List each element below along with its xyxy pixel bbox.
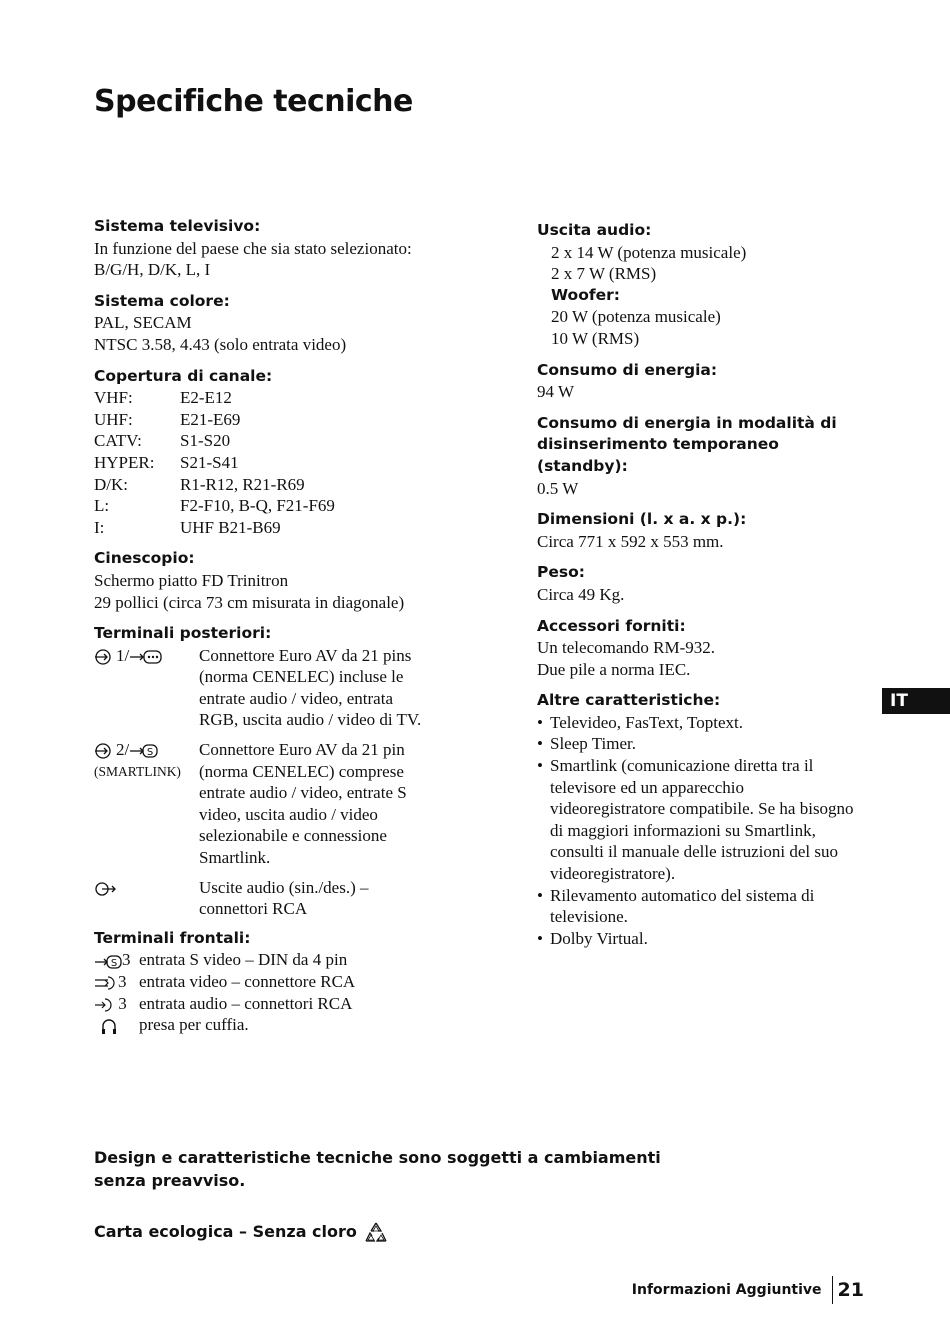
channel-coverage-section (94, 366, 484, 539)
page-title: Specifiche tecniche (94, 84, 413, 119)
list-item: • Dolby Virtual. (537, 928, 857, 950)
spec-line: B/G/H, D/K, L, I (94, 260, 211, 280)
channel-row (94, 387, 484, 409)
spec-line: Un telecomando RM-932. (537, 638, 715, 658)
front-terminal-row (94, 993, 484, 1015)
spec-line: PAL, SECAM (94, 313, 192, 333)
color-system-section (94, 291, 484, 356)
channel-row (94, 474, 484, 496)
band-label: D/K: (94, 474, 128, 494)
page-footer (632, 1276, 864, 1304)
section-heading: Dimensioni (l. x a. x p.): (537, 510, 747, 529)
section-heading: Uscita audio: (537, 221, 652, 239)
section-heading: (standby): (537, 456, 628, 475)
spec-line: (norma CENELEC) incluse le (199, 667, 404, 687)
scart-input-icon (94, 743, 116, 759)
spec-line: Connettore Euro AV da 21 pin (199, 740, 405, 760)
woofer-heading: Woofer: (551, 285, 620, 304)
band-range: R1-R12, R21-R69 (180, 474, 305, 494)
left-column (94, 216, 484, 1046)
terminal-description: presa per cuffia. (139, 1015, 249, 1035)
section-heading: Terminali frontali: (94, 928, 251, 947)
list-item: • Sleep Timer. (537, 733, 857, 755)
band-range: E21-E69 (180, 409, 241, 429)
svg-text:S: S (147, 747, 154, 759)
terminal-description (199, 739, 484, 869)
spec-line: 10 W (RMS) (551, 328, 640, 348)
band-label: UHF: (94, 409, 133, 429)
spec-line: Smartlink. (199, 848, 271, 868)
section-heading: Consumo di energia: (537, 360, 718, 379)
channel-row (94, 517, 484, 539)
spec-line: 94 W (537, 382, 574, 402)
page-number: 21 (837, 1279, 864, 1301)
section-heading: Peso: (537, 563, 585, 582)
eco-paper-note (94, 1219, 389, 1245)
band-label: L: (94, 496, 110, 516)
rear-terminal-3 (94, 877, 484, 920)
band-label: HYPER: (94, 452, 155, 472)
eco-paper-label: Carta ecologica – Senza cloro (94, 1222, 357, 1241)
terminal-description: entrata S video – DIN da 4 pin (139, 950, 348, 970)
spec-line: video, uscita audio / video (199, 804, 378, 824)
audio-output-section (537, 220, 857, 350)
terminal-number: 3 (122, 950, 131, 970)
section-heading: Sistema televisivo: (94, 217, 261, 235)
scart-input-icon (94, 649, 116, 665)
s-video-input-icon (129, 743, 159, 759)
section-heading: disinserimento temporaneo (537, 435, 779, 454)
terminal-description (199, 645, 484, 731)
spec-line: Connettore Euro AV da 21 pins (199, 645, 412, 665)
band-range: S21-S41 (180, 452, 239, 472)
spec-line: Uscite audio (sin./des.) – (199, 877, 369, 897)
spec-line: 2 x 7 W (RMS) (551, 264, 657, 284)
video-input-icon (94, 975, 118, 991)
spec-line: Due pile a norma IEC. (537, 659, 691, 679)
tube-section (94, 548, 484, 613)
s-video-input-icon (94, 954, 122, 970)
spec-line: Circa 771 x 592 x 553 mm. (537, 531, 724, 551)
front-terminal-row (94, 949, 484, 971)
footer-section-title: Informazioni Aggiuntive (631, 1282, 822, 1298)
list-item: • Smartlink (comunicazione diretta tra il televisore ed un apparecchio videoregistratore compatibile. Se ha bisogno di maggiori informazioni su Smartlink, consulti il manuale delle istruzioni del suo videoregistratore). (537, 755, 857, 885)
band-range: UHF B21-B69 (180, 517, 281, 537)
features-section (537, 690, 857, 949)
front-terminal-row (94, 971, 484, 993)
spec-line: entrate audio / video, entrate S (199, 783, 407, 803)
power-section (537, 360, 857, 403)
spec-line: connettori RCA (199, 899, 308, 919)
audio-output-icon (94, 881, 116, 897)
tv-system-section (94, 216, 484, 281)
spec-line: entrate audio / video, entrata (199, 688, 393, 708)
headphones-icon (94, 1017, 124, 1035)
channel-row (94, 409, 484, 431)
language-tab: IT (882, 688, 950, 714)
band-label: VHF: (94, 388, 133, 408)
features-list (537, 712, 857, 950)
channel-row (94, 452, 484, 474)
standby-section (537, 413, 857, 499)
channel-row (94, 495, 484, 517)
spec-line: 0.5 W (537, 478, 579, 498)
spec-line: Circa 49 Kg. (537, 584, 625, 604)
terminal-number: 2/ (116, 740, 130, 760)
section-heading: Terminali posteriori: (94, 624, 272, 643)
rear-terminal-2 (94, 739, 484, 869)
rear-terminal-1 (94, 645, 484, 731)
band-label: I: (94, 517, 105, 537)
section-heading: Cinescopio: (94, 549, 195, 568)
front-terminal-row (94, 1014, 484, 1036)
svg-text:S: S (110, 957, 118, 969)
terminal-description: entrata video – connettore RCA (139, 972, 356, 991)
section-heading: Copertura di canale: (94, 366, 273, 385)
spec-line: 20 W (potenza musicale) (551, 307, 721, 327)
spec-line: (norma CENELEC) comprese (199, 761, 404, 781)
band-range: F2-F10, B-Q, F21-F69 (180, 496, 335, 516)
channel-row (94, 430, 484, 452)
dimensions-section (537, 509, 857, 552)
list-item: • Televideo, FasText, Toptext. (537, 712, 857, 734)
accessories-section (537, 616, 857, 681)
terminal-description (199, 877, 484, 920)
spec-line: 2 x 14 W (potenza musicale) (551, 242, 747, 262)
spec-line: NTSC 3.58, 4.43 (solo entrata video) (94, 334, 347, 354)
section-heading: Consumo di energia in modalità di (537, 413, 837, 432)
audio-input-icon (94, 997, 114, 1013)
section-heading: Accessori forniti: (537, 616, 686, 635)
section-heading: Altre caratteristiche: (537, 691, 721, 710)
rear-terminals-section (94, 623, 484, 920)
front-terminals-section (94, 928, 484, 1036)
disclaimer-note: Design e caratteristiche tecniche sono soggetti a cambiamenti senza preavviso. (94, 1148, 661, 1190)
rgb-input-icon (129, 649, 163, 665)
terminal-number: 3 (118, 972, 127, 991)
footer-divider (832, 1276, 833, 1304)
recycle-icon (363, 1221, 389, 1245)
spec-line: 29 pollici (circa 73 cm misurata in diagonale) (94, 592, 405, 612)
right-column (537, 220, 857, 959)
smartlink-label: (SMARTLINK) (94, 763, 181, 779)
band-range: S1-S20 (180, 431, 231, 451)
spec-line: selezionabile e connessione (199, 826, 387, 846)
band-range: E2-E12 (180, 388, 232, 408)
list-item: • Rilevamento automatico del sistema di televisione. (537, 885, 857, 928)
section-heading: Sistema colore: (94, 291, 230, 310)
terminal-number: 3 (114, 993, 127, 1013)
terminal-description: entrata audio – connettori RCA (139, 993, 353, 1013)
band-label: CATV: (94, 431, 142, 451)
spec-line: RGB, uscita audio / video di TV. (199, 710, 422, 730)
spec-line: In funzione del paese che sia stato selezionato: (94, 238, 412, 258)
spec-line: Schermo piatto FD Trinitron (94, 570, 289, 590)
terminal-number: 1/ (116, 645, 130, 665)
weight-section (537, 562, 857, 605)
